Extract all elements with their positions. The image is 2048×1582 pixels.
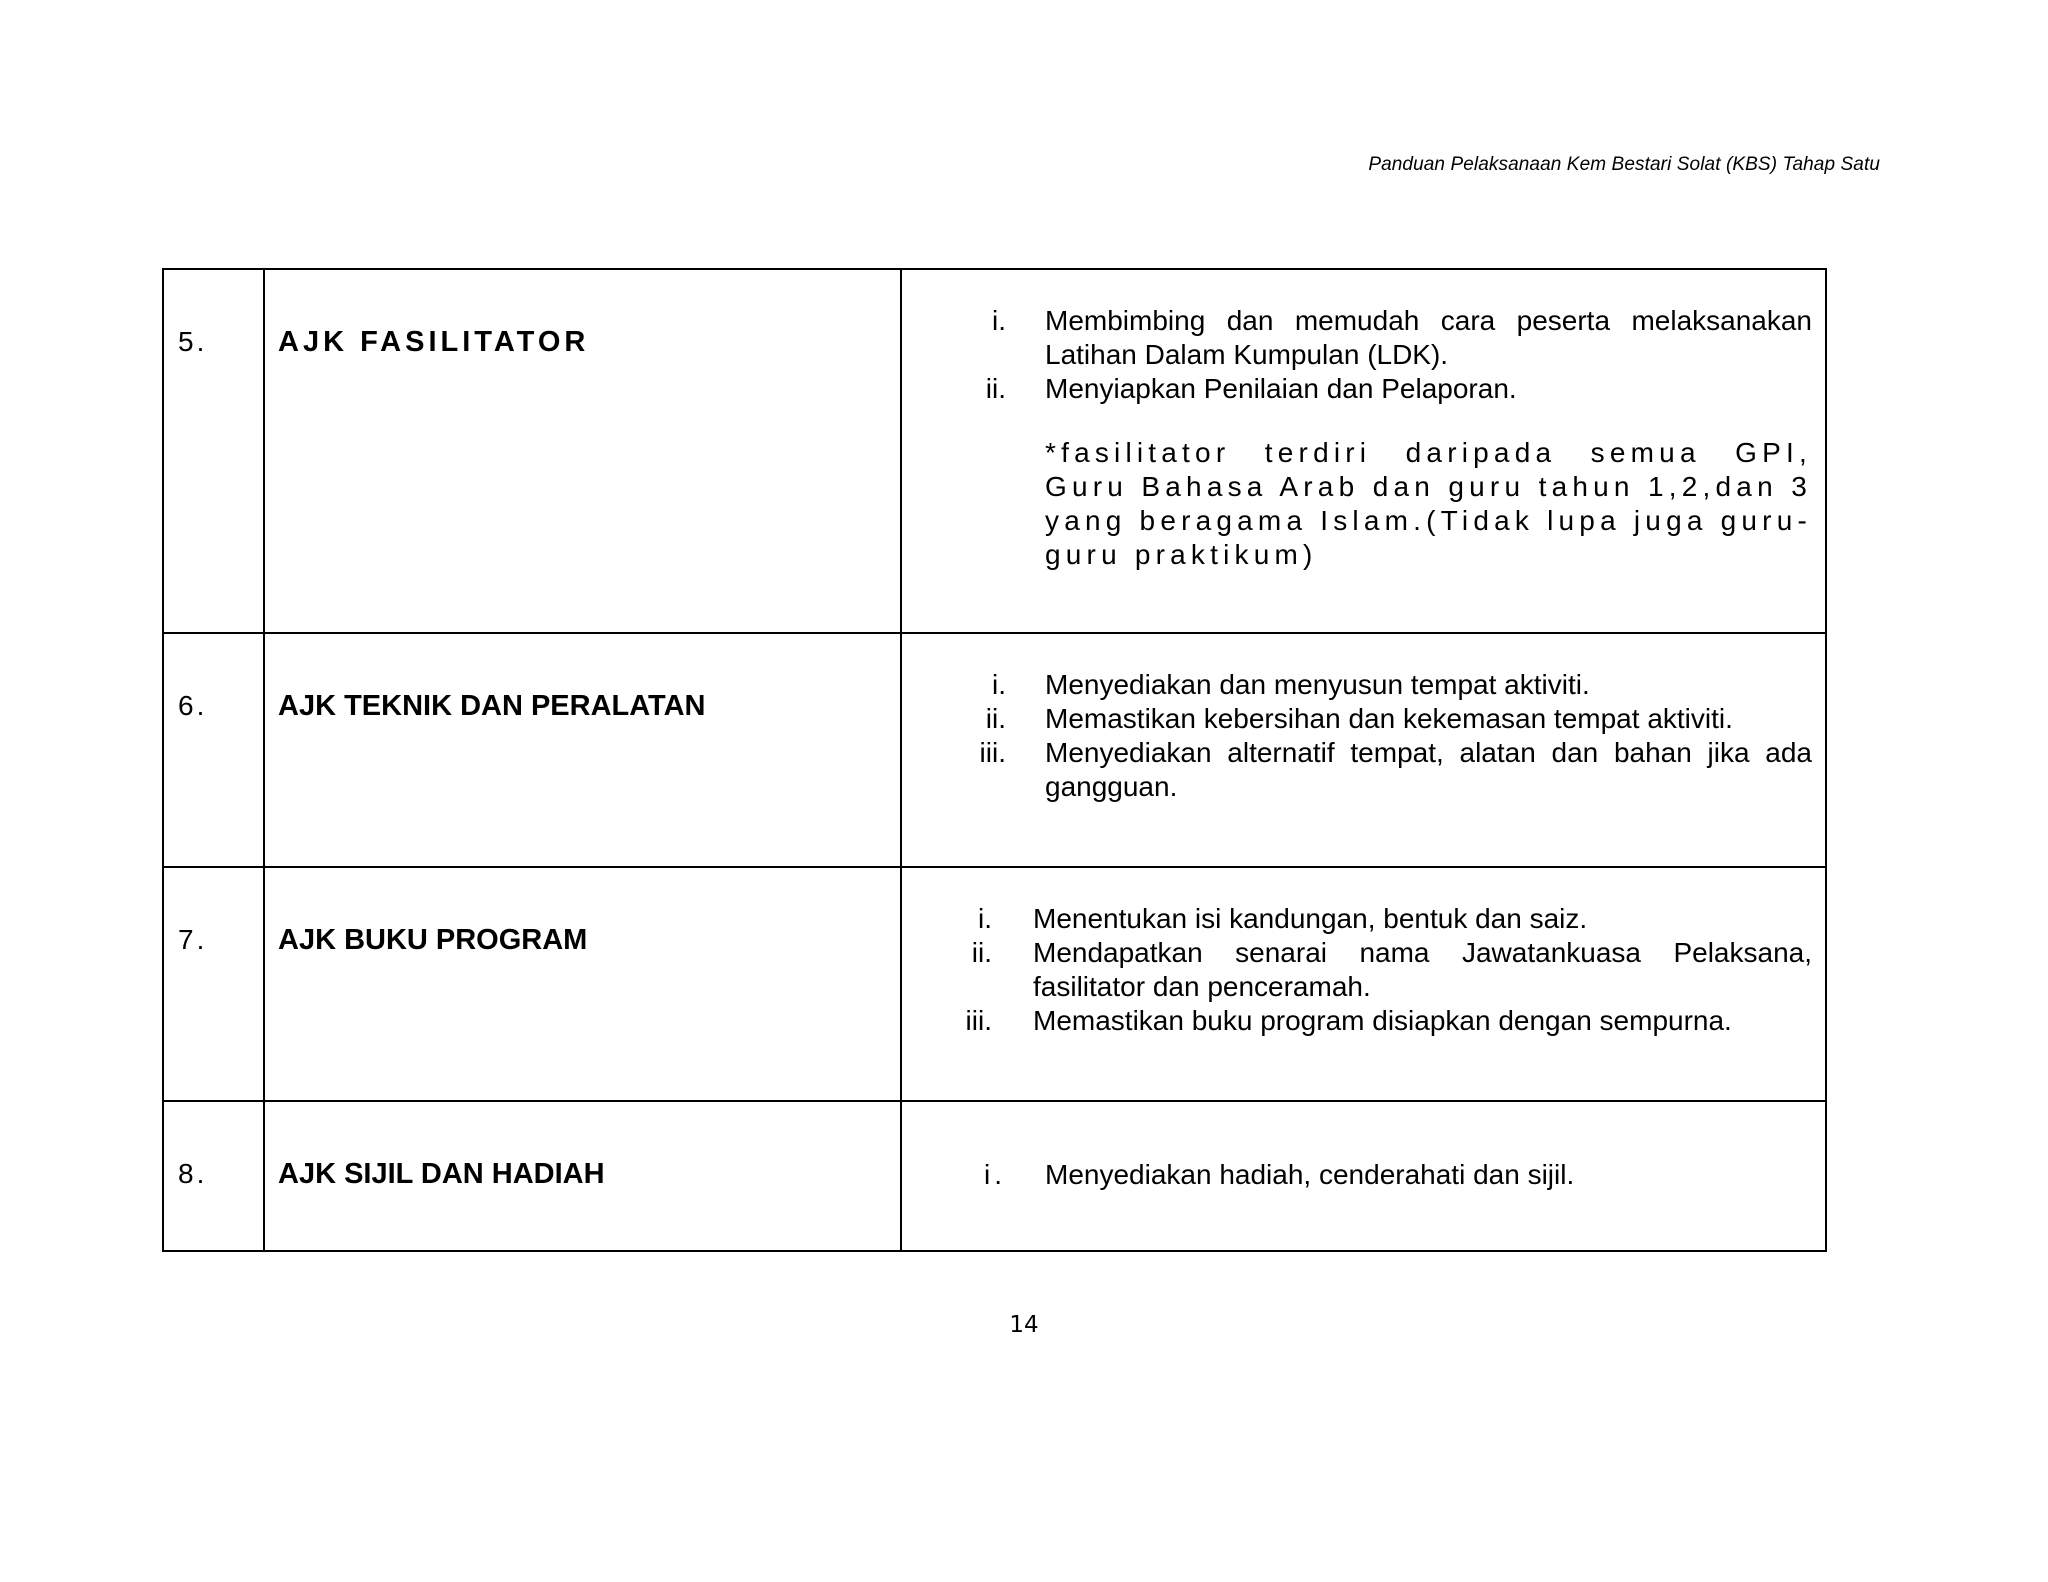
list-item [902,668,1812,702]
row-number-cell [163,269,264,633]
list-item [902,902,1812,936]
committee-name-cell [264,633,901,867]
table-row [163,1101,1826,1251]
document-header: Panduan Pelaksanaan Kem Bestari Solat (KBS) Tahap Satu [1368,154,1880,175]
list-marker: i. [992,669,1006,700]
row-number: 6. [178,690,208,721]
row-number: 5. [178,326,208,357]
row-number-cell [163,867,264,1101]
facilitator-note: *fasilitator terdiri daripada semua GPI, Guru Bahasa Arab dan guru tahun 1,2,dan 3 yang beragama Islam.(Tidak lupa juga guru-guru praktikum) [1045,437,1812,570]
duties-cell [901,633,1826,867]
row-number-cell [163,1101,264,1251]
duty-text: Membimbing dan memudah cara peserta melaksanakan Latihan Dalam Kumpulan (LDK). [1045,305,1812,370]
list-marker: i. [978,903,992,934]
list-marker: i. [992,305,1006,336]
page-number: 14 [1009,1312,1039,1338]
table-row [163,269,1826,633]
duty-text: Menentukan isi kandungan, bentuk dan saiz. [1033,903,1588,934]
list-item [902,304,1812,372]
table-row [163,633,1826,867]
list-marker: i. [984,1159,1006,1190]
duty-text: Mendapatkan senarai nama Jawatankuasa Pelaksana, fasilitator dan penceramah. [1033,937,1812,1002]
list-marker: iii. [965,1005,992,1036]
duty-text: Memastikan kebersihan dan kekemasan tempat aktiviti. [1045,703,1733,734]
list-marker: ii. [985,373,1006,404]
list-item [902,1004,1812,1038]
duty-text: Menyediakan hadiah, cenderahati dan sijil. [1045,1159,1575,1190]
committee-name: AJK FASILITATOR [278,326,590,358]
duty-list [902,902,1812,1038]
list-marker: iii. [979,737,1006,768]
list-marker: ii. [985,703,1006,734]
duty-text: Menyiapkan Penilaian dan Pelaporan. [1045,373,1517,404]
committee-duties-table [162,268,1827,1252]
list-item [902,372,1812,406]
list-marker: ii. [971,937,992,968]
row-number-cell [163,633,264,867]
committee-name: AJK BUKU PROGRAM [278,924,588,956]
duty-list [902,668,1812,804]
duties-cell [901,867,1826,1101]
duty-text: Memastikan buku program disiapkan dengan sempurna. [1033,1005,1732,1036]
row-number: 7. [178,924,208,955]
row-number: 8. [178,1158,208,1189]
list-item [902,936,1812,1004]
duty-text: Menyediakan dan menyusun tempat aktiviti. [1045,669,1590,700]
committee-name-cell [264,867,901,1101]
list-item [902,1158,1812,1192]
committee-name: AJK TEKNIK DAN PERALATAN [278,690,706,722]
table-row [163,867,1826,1101]
list-item [902,702,1812,736]
committee-name-cell [264,269,901,633]
duty-list [902,1158,1812,1192]
duty-list [902,304,1812,406]
duties-cell [901,1101,1826,1251]
duty-text: Menyediakan alternatif tempat, alatan dan bahan jika ada gangguan. [1045,737,1812,802]
list-item [902,736,1812,804]
committee-name: AJK SIJIL DAN HADIAH [278,1158,605,1190]
committee-name-cell [264,1101,901,1251]
duties-cell [901,269,1826,633]
